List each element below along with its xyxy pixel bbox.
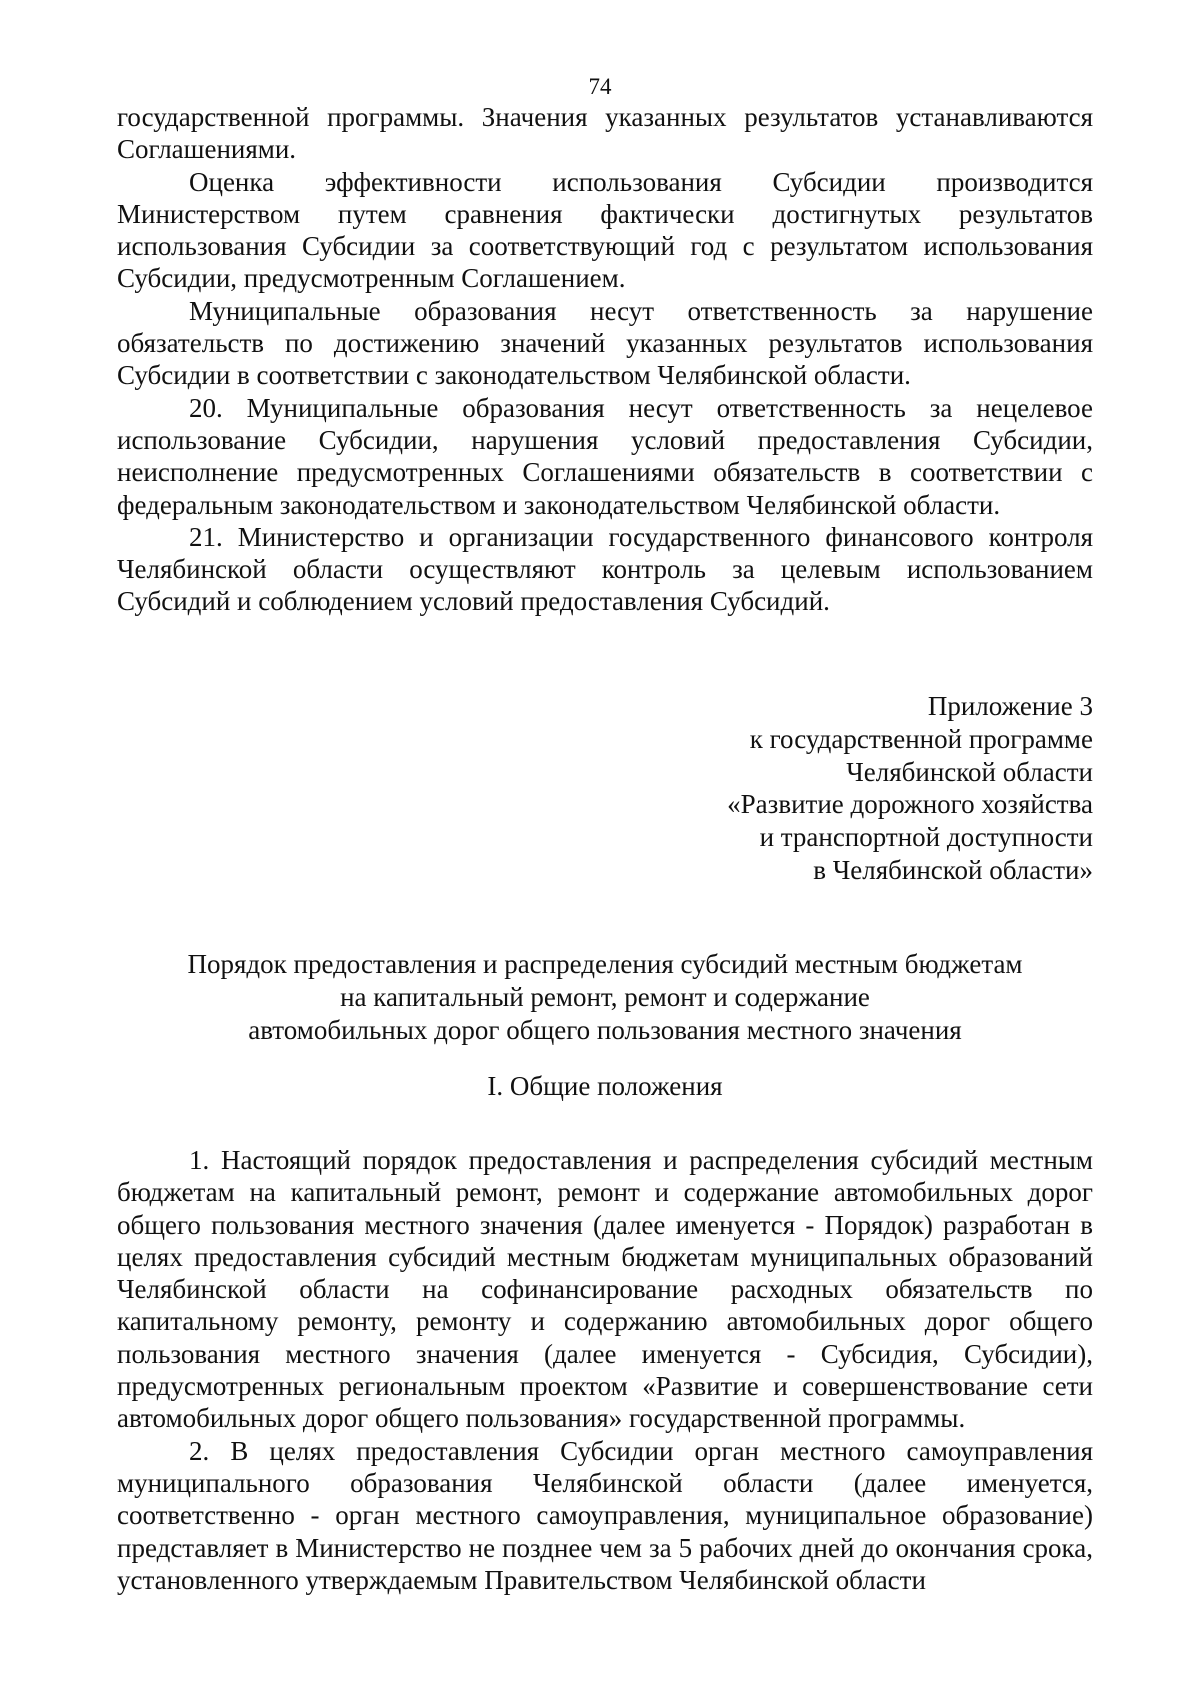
- paragraph-item-1: 1. Настоящий порядок предоставления и распределения субсидий местным бюджетам на капитальный ремонт, ремонт и содержание автомобильных дорог общего пользования местного значения (далее именуется - Порядок) разработан в целях предоставления субсидий местным бюджетам муниципальных образований Челябинской области на софинансирование расходных обязательств по капитальному ремонту, ремонту и содержанию автомобильных дорог общего пользования местного значения (далее именуется - Субсидия, Субсидии), предусмотренных региональным проектом «Развитие и совершенствование сети автомобильных дорог общего пользования» государственной программы.: [117, 1145, 1093, 1434]
- appendix-line: и транспортной доступности: [759, 822, 1093, 853]
- section-heading: I. Общие положения: [487, 1071, 723, 1101]
- title-line: автомобильных дорог общего пользования местного значения: [248, 1015, 962, 1045]
- paragraph-continuation: государственной программы. Значения указанных результатов устанавливаются Соглашениями.: [117, 102, 1093, 165]
- paragraph-item-21: 21. Министерство и организации государственного финансового контроля Челябинской области осуществляют контроль за целевым использованием Субсидий и соблюдением условий предоставления Субсидий.: [117, 521, 1093, 617]
- appendix-line: в Челябинской области»: [813, 854, 1093, 885]
- title-line: Порядок предоставления и распределения субсидий местным бюджетам: [187, 949, 1023, 979]
- top-text-block: [117, 101, 1093, 618]
- appendix-line: Приложение 3: [927, 691, 1093, 721]
- paragraph-item-2: 2. В целях предоставления Субсидии орган местного самоуправления муниципального образования Челябинской области (далее именуется, соответственно - орган местного самоуправления, муниципальное образование) представляет в Министерство не позднее чем за 5 рабочих дней до окончания срока, установленного утверждаемым Правительством Челябинской области: [117, 1435, 1093, 1595]
- document-title: [117, 948, 1093, 1047]
- paragraph-item-20: 20. Муниципальные образования несут ответственность за нецелевое использование Субсидии, нарушения условий предоставления Субсидии, неисполнение предусмотренных Соглашениями обязательств в соответствии с федеральным законодательством и законодательством Челябинской области.: [117, 392, 1093, 520]
- appendix-line: Челябинской области: [846, 756, 1093, 787]
- bottom-text-block: [117, 1144, 1093, 1596]
- paragraph-responsibility-results: Муниципальные образования несут ответственность за нарушение обязательств по достижению значений указанных результатов использования Субсидии в соответствии с законодательством Челябинской области.: [117, 295, 1093, 391]
- appendix-header: [493, 690, 1093, 887]
- page-number: 74: [588, 74, 612, 99]
- paragraph-efficiency-assessment: Оценка эффективности использования Субсидии производится Министерством путем сравнения фактически достигнутых результатов использования Субсидии за соответствующий год с результатом использования Субсидии, предусмотренным Соглашением.: [117, 166, 1093, 294]
- appendix-line: «Развитие дорожного хозяйства: [727, 789, 1093, 820]
- appendix-line: к государственной программе: [749, 723, 1093, 754]
- title-line: на капитальный ремонт, ремонт и содержание: [340, 982, 870, 1012]
